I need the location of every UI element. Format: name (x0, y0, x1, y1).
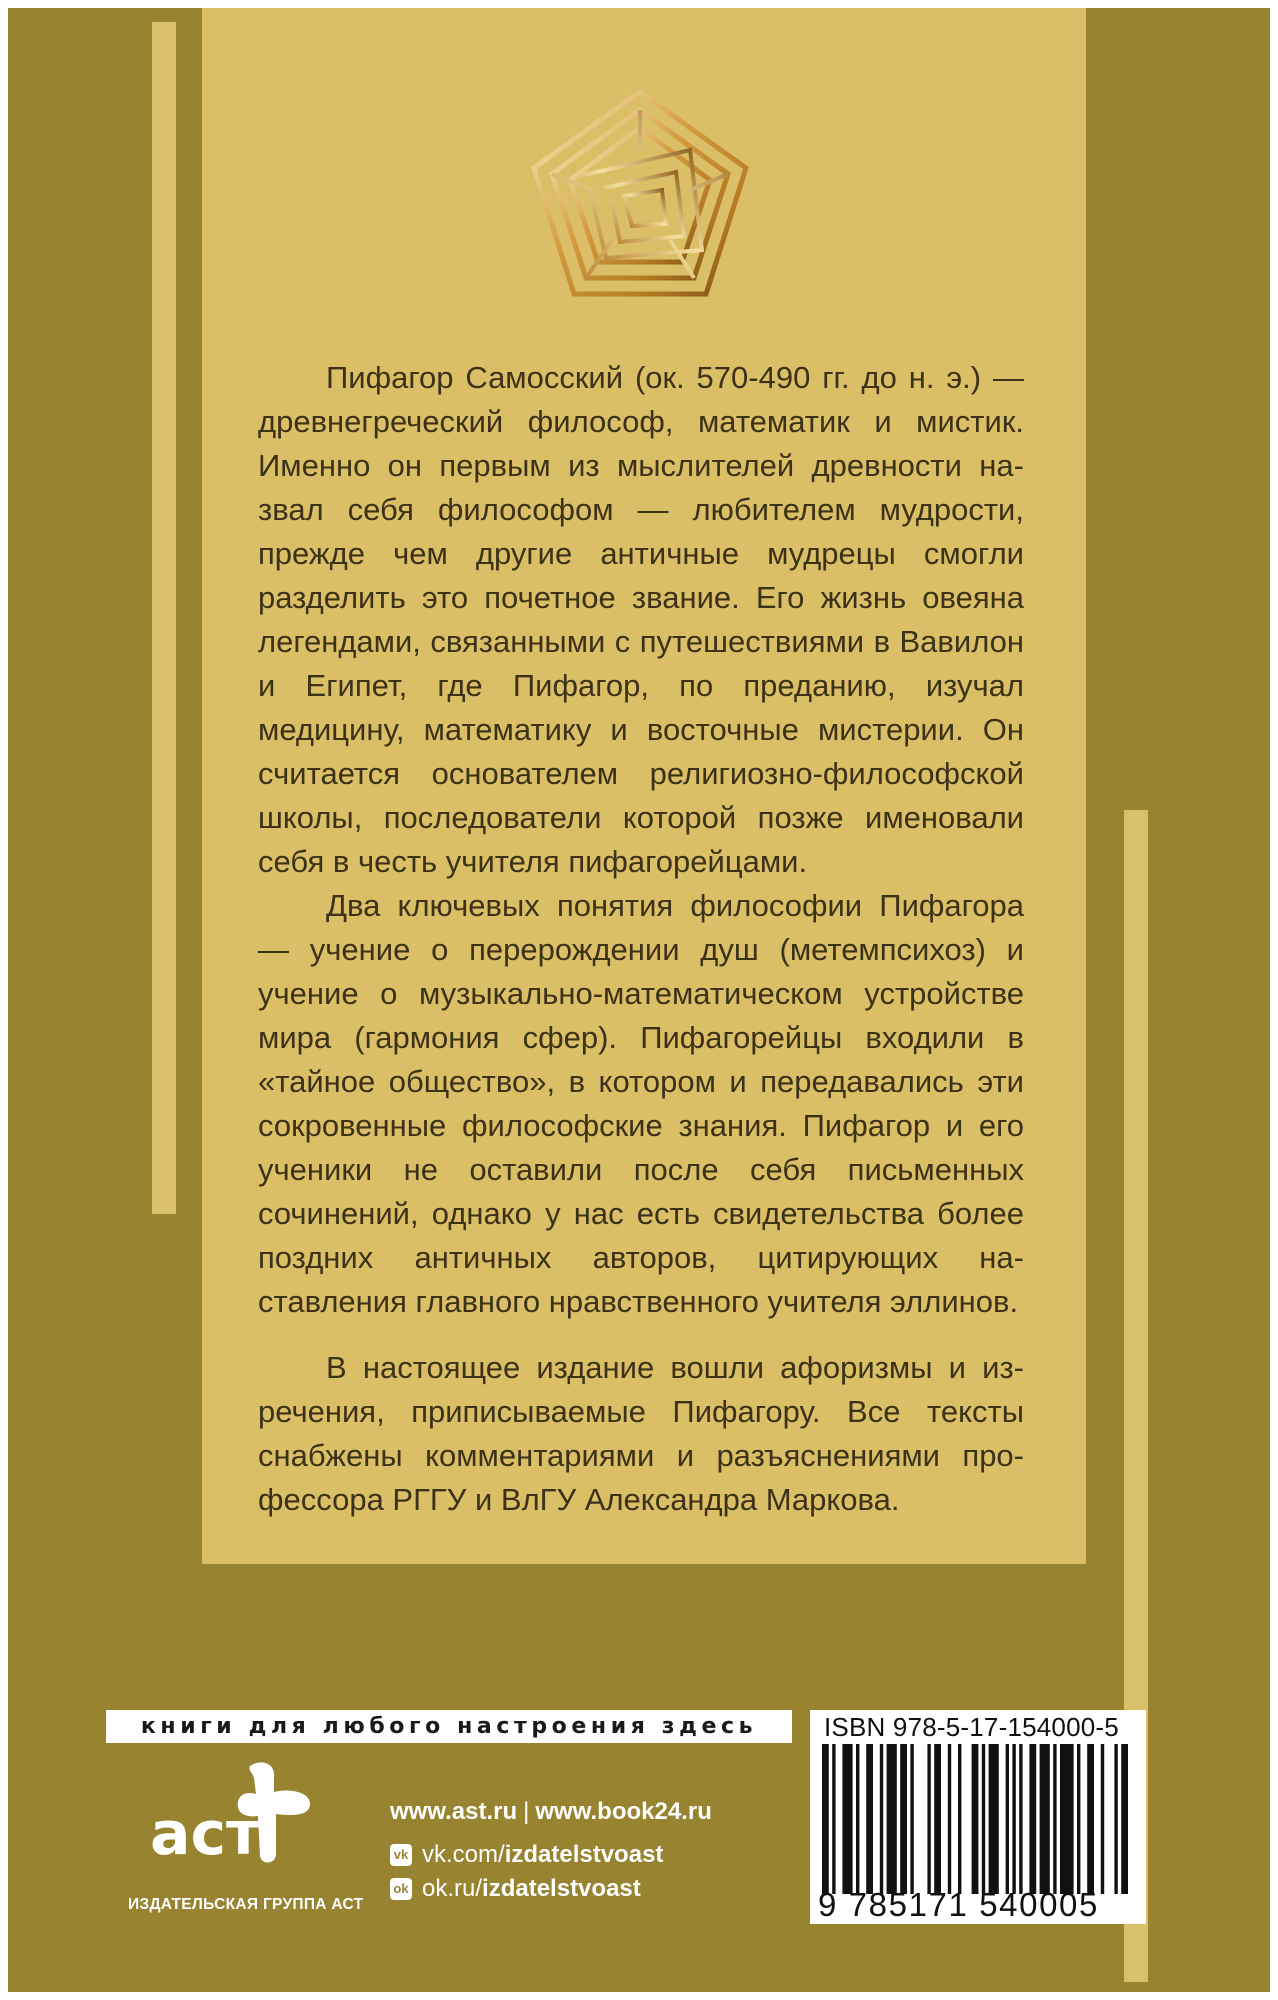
vk-prefix: vk.com/ (422, 1841, 505, 1868)
book24-site-link[interactable]: www.book24.ru (535, 1798, 712, 1825)
vk-link[interactable] (390, 1838, 712, 1872)
barcode-bar (1087, 1744, 1094, 1894)
barcode-bar (1053, 1744, 1056, 1894)
barcode-bar (910, 1744, 913, 1894)
publisher-links (390, 1798, 712, 1906)
publisher-name: ИЗДАТЕЛЬСКАЯ ГРУППА АСТ (128, 1896, 364, 1913)
barcode-bar (1121, 1744, 1128, 1894)
barcode-bar (1012, 1744, 1015, 1894)
ean-digits: 9 785171 540005 (818, 1886, 1099, 1923)
barcode-bar (1114, 1744, 1117, 1894)
barcode-bar (1101, 1744, 1104, 1894)
website-links (390, 1798, 712, 1838)
isbn-number: ISBN 978-5-17-154000-5 (824, 1712, 1119, 1742)
description-paragraph: Пифагор Самосский (ок. 570-490 гг. до н. э.) — древнегреческий философ, математик и мистик. Именно он первым из мыслителей древности назвал себя философом — любителем мудрости, прежде чем другие античные мудрецы смогли разделить это почетное звание. Его жизнь овеяна легендами, связанными с путешествиями в Вавилон и Египет, где Пифагор, по преданию, изучал медицину, математику и восточные мистерии. Он считается основателем религиозно-философской школы, последователи которой позже именовали себя в честь учителя пифагорейцами. (258, 360, 1024, 879)
barcode-bar (1077, 1744, 1080, 1894)
barcode-bar (958, 1744, 961, 1894)
barcode-bar (1019, 1744, 1022, 1894)
barcode-bar (842, 1744, 852, 1894)
description-text (258, 356, 1024, 1522)
barcode-bar (927, 1744, 930, 1894)
barcode-bar (900, 1744, 907, 1894)
barcode-bar (934, 1744, 941, 1894)
ast-logo-icon (150, 1758, 324, 1868)
vk-handle: izdatelstvoast (504, 1841, 664, 1868)
barcode-bar (822, 1744, 829, 1894)
barcode-bar (948, 1744, 951, 1894)
ast-logo-text: аст (150, 1799, 261, 1868)
barcode-bar (989, 1744, 999, 1894)
ok-prefix: ok.ru/ (422, 1875, 483, 1902)
decorative-strip-left (152, 22, 176, 1214)
barcode-bar (1006, 1744, 1009, 1894)
barcode-bar (880, 1744, 883, 1894)
barcode-bar (866, 1744, 873, 1894)
barcode-bars (816, 1744, 1142, 1894)
ok-handle: izdatelstvoast (482, 1875, 641, 1902)
tagline-banner: книги для любого настроения здесь (106, 1710, 792, 1743)
description-paragraph: В настоящее издание вошли афоризмы и изречения, приписываемые Пифагору. Все тексты снабжены комментариями и разъяснениями профессора РГГУ и ВлГУ Александра Маркова. (258, 1350, 1024, 1517)
ok-link[interactable] (390, 1872, 712, 1906)
barcode-bar (832, 1744, 835, 1894)
barcode-bar (1040, 1744, 1050, 1894)
barcode-bar (1029, 1744, 1036, 1894)
barcode-bar (856, 1744, 859, 1894)
vk-icon: vk (390, 1844, 412, 1866)
ast-site-link[interactable]: www.ast.ru (390, 1798, 518, 1825)
description-paragraph: Два ключевых понятия философии Пифагора — учение о перерождении душ (метемпсихоз) и учение о музыкально-математическом устройстве мира (гармония сфер). Пифагорейцы входили в «тайное общество», в котором и передавались эти сокровенные философские знания. Пифагор и его ученики не оставили после себя письменных сочинений, однако у нас есть свидетельства более поздних античных авторов, цитирующих наставления главного нравственного учителя эллинов. (258, 888, 1024, 1319)
pentagon-emblem-icon (520, 80, 760, 320)
barcode-bar (1060, 1744, 1074, 1894)
odnoklassniki-icon: ok (390, 1878, 412, 1900)
barcode-block (810, 1710, 1146, 1924)
barcode-bar (887, 1744, 897, 1894)
barcode-bar (982, 1744, 985, 1894)
link-separator: | (523, 1798, 530, 1825)
barcode-bar (972, 1744, 979, 1894)
